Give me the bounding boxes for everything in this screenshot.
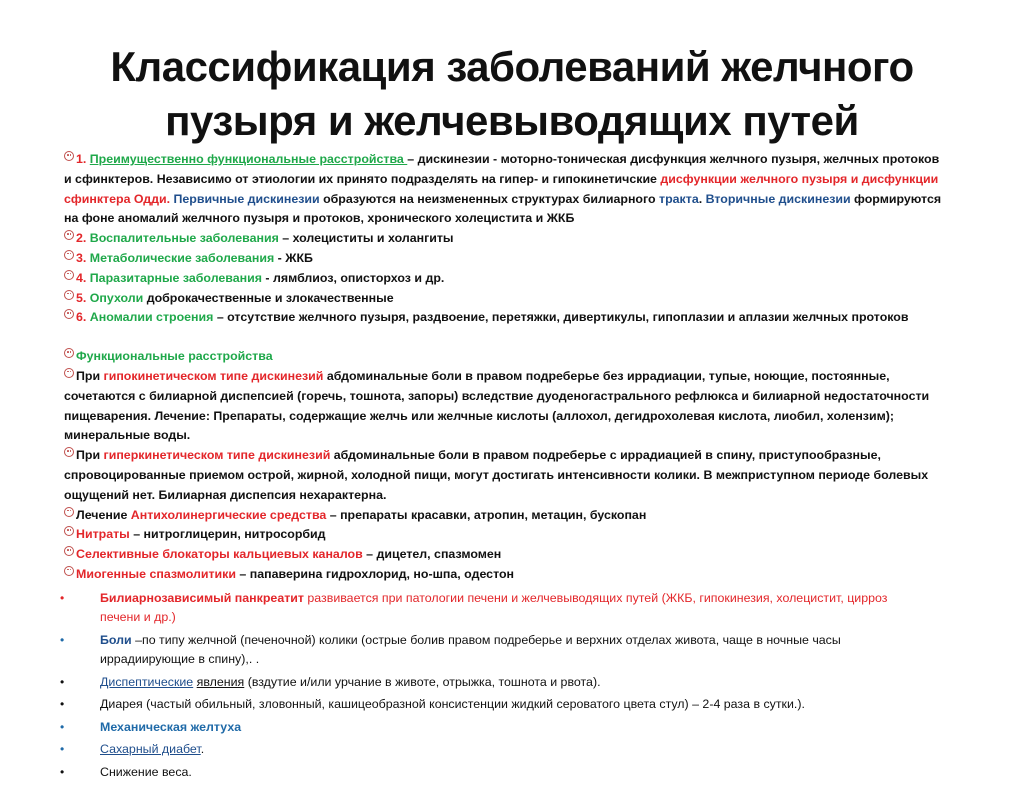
text-run: Аномалии строения [89,310,214,325]
text-line [100,673,994,693]
text-line [64,249,994,269]
text-run: Преимущественно функциональные расстройства [89,152,408,166]
sad-face-icon [64,546,74,556]
text-run: Метаболические заболевания [89,250,275,265]
text-run: 3. [76,250,90,265]
text-run: 1. [76,152,90,166]
text-run: - ЖКБ [274,250,313,265]
text-run: 4. [76,270,90,285]
text-run: доброкачественные и злокачественные [143,290,394,305]
text-run: – дицетел, спазмомен [362,547,502,562]
bullet-item [60,631,994,670]
functional-item [64,446,994,505]
text-line [64,506,994,526]
symptoms-list [60,589,994,783]
text-run: формируются [850,191,942,206]
text-line [64,289,994,309]
text-run: – отсутствие желчного пузыря, раздвоение, перетяжки, дивертикулы, гипоплазии и аплазии желчных протоков [213,310,909,325]
functional-disorders [64,347,994,585]
text-run: Первичные дискинезии [173,191,320,206]
text-line [64,190,994,210]
text-run: Паразитарные заболевания [89,270,262,285]
text-line [64,565,994,585]
text-run: При [76,448,104,463]
bullet-item [60,695,994,715]
functional-item [64,565,994,585]
bullet-dot-icon: • [60,590,65,605]
text-run: . [200,742,205,757]
sad-face-icon [64,348,74,358]
text-run: – нитроглицерин, нитросорбид [129,527,326,542]
bullet-dot-icon: • [60,674,65,689]
text-run: . [698,191,706,206]
text-line [100,718,994,738]
title-line-1: Классификация заболеваний желчного [110,43,914,90]
bullet-item [60,589,994,628]
text-line [64,269,994,289]
text-run: пищеварения. Лечение: Препараты, содержащие желчь или желчные кислоты (аллохол, дегидрохолевая кислота, лиобил, холензим); [64,408,894,423]
classification-item [64,289,994,309]
classification-list [64,150,994,328]
text-run: явления [196,674,245,689]
text-run: – холециститы и холангиты [278,231,454,246]
text-run: - лямблиоз, описторхоз и др. [261,270,445,285]
text-run: и сфинктеров. Независимо от этиологии их принято подразделять на гипер- и гипокинетичские [64,171,661,186]
text-run: ощущений нет. Билиарная диспепсия нехарактерна. [64,487,387,502]
text-run: Лечение [76,507,131,522]
bullet-dot-icon: • [60,632,65,647]
text-run: развивается при патологии печени и желчевыводящих путей (ЖКБ, гипокинезия, холецистит, цирроз [303,590,888,605]
text-run: (вздутие и/или урчание в животе, отрыжка, тошнота и рвота). [244,674,601,689]
text-run: 2. [76,231,90,246]
text-run: Боли [100,632,132,647]
text-line [64,229,994,249]
text-line [64,367,994,387]
text-run: Воспалительные заболевания [89,231,279,246]
text-run: – препараты красавки, атропин, метацин, бускопан [326,507,647,522]
sad-face-icon [64,151,74,161]
sad-face-icon [64,526,74,536]
sad-face-icon [64,507,74,517]
functional-item [64,525,994,545]
text-run: 6. [76,310,90,325]
text-run: 5. [76,290,90,305]
text-line [64,209,994,229]
bullet-dot-icon: • [60,697,65,712]
text-line [64,347,994,367]
text-run: гипокинетическом типе дискинезий [103,368,324,383]
text-line [100,589,994,609]
text-line [64,387,994,407]
text-line [64,525,994,545]
bullet-dot-icon: • [60,742,65,757]
text-line [64,426,994,446]
title-line-2: пузыря и желчевыводящих путей [165,97,859,144]
text-line [64,466,994,486]
classification-item [64,150,994,229]
text-run: Функциональные расстройства [76,349,273,364]
text-run: абдоминальные боли в правом подреберье с иррадиацией в спину, приступообразные, [330,448,881,463]
text-run: сочетаются с билиарной диспепсией (горечь, тошнота, запоры) вследствие дуоденогастрального рефлюкса и билиарной недостаточности [64,388,930,403]
text-run: сфинктера Одди. [64,191,171,206]
text-run: При [76,368,104,383]
text-line [64,308,994,328]
classification-item [64,229,994,249]
slide-body [60,150,994,785]
text-run: – дискинезии - моторно-тоническая дисфункция желчного пузыря, желчных протоков [407,152,940,166]
sad-face-icon [64,309,74,319]
text-run: иррадиирующие в спину),. . [100,652,260,667]
text-run: –по типу желчной (печеночной) колики (острые болив правом подреберье и верхних отделах живота, чаще в ночные часы [131,632,841,647]
functional-item [64,367,994,446]
sad-face-icon [64,250,74,260]
text-run: Диспептические [100,674,194,689]
bullet-item [60,740,994,760]
text-run: Снижение веса. [100,764,192,779]
sad-face-icon [64,368,74,378]
text-line [100,763,994,783]
text-line [100,608,994,628]
sad-face-icon [64,230,74,240]
text-run: Опухоли [89,290,144,305]
sad-face-icon [64,447,74,457]
bullet-item [60,718,994,738]
bullet-item [60,673,994,693]
text-line [64,170,994,190]
text-run: тракта [659,191,699,206]
sad-face-icon [64,290,74,300]
text-line [100,631,994,651]
text-line [64,486,994,506]
bullet-dot-icon: • [60,764,65,779]
classification-item [64,269,994,289]
functional-item [64,347,994,367]
text-run: минеральные воды. [64,428,191,443]
text-line [100,695,994,715]
text-run: Механическая желтуха [100,719,242,734]
text-run: Миогенные спазмолитики [76,566,236,581]
text-run: Селективные блокаторы кальциевых каналов [76,547,363,562]
text-run: дисфункции желчного пузыря и дисфункции [660,171,939,186]
text-run: Диарея (частый обильный, зловонный, кашицеобразной консистенции жидкий сероватого цвета стул) – 2-4 раза в сутки.). [100,697,805,712]
classification-item [64,308,994,328]
classification-item [64,249,994,269]
bullet-item [60,763,994,783]
bullet-dot-icon: • [60,719,65,734]
text-line [100,740,994,760]
text-run: Вторичные дискинезии [705,191,851,206]
functional-item [64,545,994,565]
text-run: Нитраты [76,527,130,542]
text-run: спровоцированные приемом острой, жирной, холодной пищи, могут достигать интенсивности колики. В межприступном периоде болевых [64,467,929,482]
text-run: на фоне аномалий желчного пузыря и протоков, хронического холецистита и ЖКБ [64,211,575,226]
spacer [64,328,994,347]
text-line [100,650,994,670]
text-line [64,446,994,466]
sad-face-icon [64,566,74,576]
text-run: – папаверина гидрохлорид, но-шпа, одестон [235,566,515,581]
text-run: Антихолинергические средства [130,507,327,522]
sad-face-icon [64,270,74,280]
text-run: образуются на неизмененных структурах билиарного [319,191,660,206]
text-run: Билиарнозависимый панкреатит [100,590,304,605]
text-run: абдоминальные боли в правом подреберье без иррадиации, тупые, ноющие, постоянные, [323,368,890,383]
text-line [64,545,994,565]
text-line [64,407,994,427]
text-run: гиперкинетическом типе дискинезий [103,448,331,463]
text-run: Сахарный диабет [100,742,201,757]
text-line [64,150,994,170]
slide-title [0,40,1024,148]
text-run: печени и др.) [100,610,176,625]
functional-item [64,506,994,526]
